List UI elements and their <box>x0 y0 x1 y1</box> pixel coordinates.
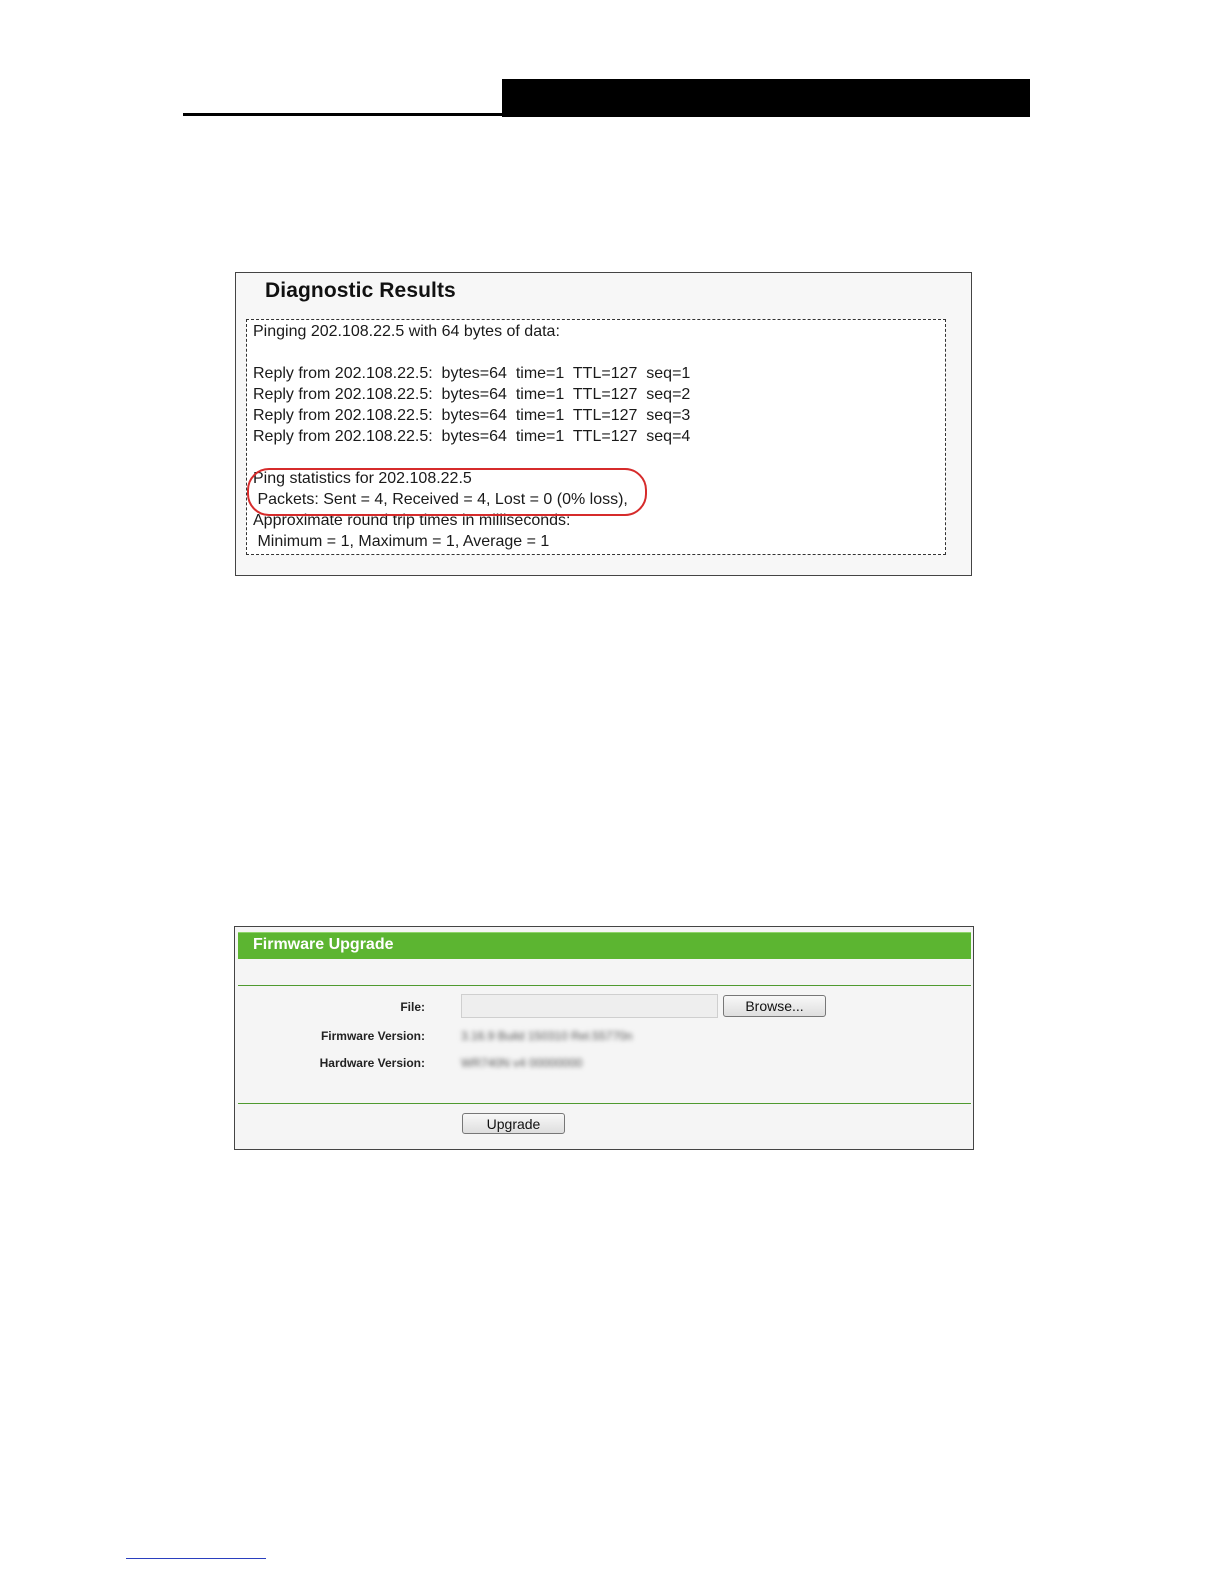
ping-header-line: Pinging 202.108.22.5 with 64 bytes of data: <box>253 323 560 340</box>
packets-summary-line: Packets: Sent = 4, Received = 4, Lost = 0 (0% loss), <box>253 491 628 508</box>
top-divider <box>238 985 971 986</box>
reply-line-2: Reply from 202.108.22.5: bytes=64 time=1 TTL=127 seq=2 <box>253 386 691 403</box>
browse-button[interactable]: Browse... <box>723 995 826 1017</box>
firmware-upgrade-title: Firmware Upgrade <box>253 936 394 953</box>
diagnostic-results-title: Diagnostic Results <box>265 279 456 302</box>
diagnostic-output-box <box>246 319 946 555</box>
file-label: File: <box>400 1000 425 1014</box>
round-trip-values-line: Minimum = 1, Maximum = 1, Average = 1 <box>253 533 550 550</box>
file-path-input[interactable] <box>461 994 718 1018</box>
firmware-upgrade-titlebar <box>238 932 971 959</box>
ping-statistics-line: Ping statistics for 202.108.22.5 <box>253 470 472 487</box>
footer-link-underline[interactable] <box>126 1558 266 1559</box>
upgrade-button[interactable]: Upgrade <box>462 1113 565 1134</box>
firmware-upgrade-panel <box>234 926 974 1150</box>
round-trip-header-line: Approximate round trip times in milliseconds: <box>253 512 571 529</box>
firmware-version-label: Firmware Version: <box>320 1029 425 1043</box>
reply-line-3: Reply from 202.108.22.5: bytes=64 time=1 TTL=127 seq=3 <box>253 407 691 424</box>
bottom-divider <box>238 1103 971 1104</box>
firmware-version-value: 3.16.9 Build 150310 Rel.55770n <box>461 1029 633 1043</box>
header-block <box>502 79 1030 117</box>
diagnostic-results-panel <box>235 272 972 576</box>
hardware-version-value: WR740N v4 00000000 <box>461 1056 583 1070</box>
reply-line-4: Reply from 202.108.22.5: bytes=64 time=1 TTL=127 seq=4 <box>253 428 691 445</box>
reply-line-1: Reply from 202.108.22.5: bytes=64 time=1 TTL=127 seq=1 <box>253 365 691 382</box>
hardware-version-label: Hardware Version: <box>319 1056 425 1070</box>
